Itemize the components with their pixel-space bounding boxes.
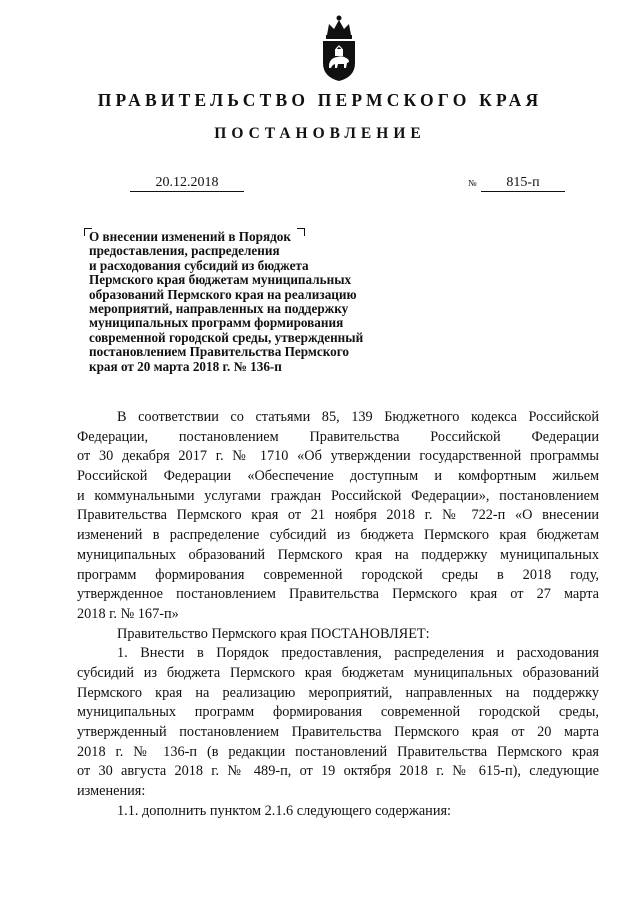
subject-line: муниципальных программ формирования [89,315,344,331]
body-line: 1. Внести в Порядок предоставления, распределения и расходования [117,645,599,662]
perm-krai-coat-of-arms-icon [318,13,360,83]
decree-body [77,408,599,821]
body-line: Пермского края на реализацию мероприятий, направленных на поддержку [77,684,599,701]
body-line: утвержденный постановлением Правительства Пермского края от 20 марта [77,724,599,740]
body-line: Российской Федерации «Обеспечение доступным и комфортным жильем [77,468,599,485]
body-line: Правительство Пермского края ПОСТАНОВЛЯЕТ: [117,625,430,642]
body-line: от 30 декабря 2017 г. № 1710 «Об утверждении государственной программы [77,448,599,465]
number-sign: № [468,178,477,188]
subject-line: современной городской среды, утвержденный [89,329,364,345]
document-number: 815-п [481,174,565,192]
body-line: В соответствии со статьями 85, 139 Бюджетного кодекса Российской [117,409,599,425]
body-line: муниципальных программ формирования современной городской среды, [77,704,599,721]
body-line: 2018 г. № 167-п» [77,605,179,622]
subject-line: постановлением Правительства Пермского [89,344,349,360]
body-line: Правительства Пермского края от 21 ноября 2018 г. № 722-п «О внесении [77,507,599,524]
document-date: 20.12.2018 [130,174,244,192]
body-line: муниципальных образований Пермского края на поддержку муниципальных [77,546,599,563]
subject-line: мероприятий, направленных на поддержку [89,301,349,317]
body-line: 1.1. дополнить пунктом 2.1.6 следующего содержания: [117,802,452,819]
subject-line: и расходования субсидий из бюджета [89,257,309,273]
subject-line: образований Пермского края на реализацию [89,286,357,302]
document-subject [89,230,419,374]
subject-line: предоставления, распределения [89,243,280,259]
organization-title: ПРАВИТЕЛЬСТВО ПЕРМСКОГО КРАЯ [97,90,543,110]
body-line: Федерации, постановлением Правительства Российской Федерации [77,428,599,445]
body-line: от 30 августа 2018 г. № 489-п, от 19 октября 2018 г. № 615-п), следующие [77,763,599,780]
subject-line: О внесении изменений в Порядок [89,229,291,244]
subject-line: Пермского края бюджетам муниципальных [89,272,352,288]
body-line: субсидий из бюджета Пермского края бюджетам муниципальных образований [77,664,599,681]
body-line: 2018 г. № 136-п (в редакции постановлений Правительства Пермского края [77,743,599,760]
body-line: изменений в распределение субсидий из бюджета Пермского края бюджетам [77,527,599,544]
body-line: и коммунальными услугами граждан Российской Федерации», постановлением [77,487,599,504]
document-type: ПОСТАНОВЛЕНИЕ [214,125,426,142]
body-line: изменения: [77,783,146,800]
subject-line: края от 20 марта 2018 г. № 136-п [89,358,282,374]
body-line: утвержденное постановлением Правительства Пермского края от 27 марта [77,586,599,603]
body-line: программ формирования современной городской среды в 2018 году, [77,566,599,583]
